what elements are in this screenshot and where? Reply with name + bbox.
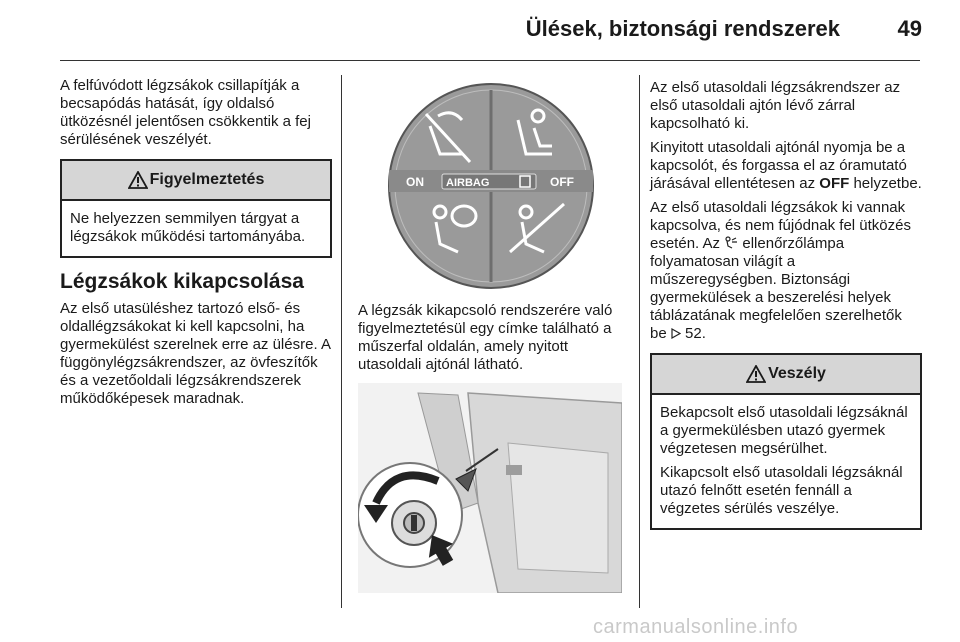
column-divider-right [639,75,640,608]
section-heading: Légzsákok kikapcsolása [60,270,304,293]
paragraph-3: Az első utasoldali légzsákok ki vannak kapcsolva, és nem fújódnak fel ütközés esetén. Az ellenőrzőlámpa folyamatosan világít a műszeregységben. Biztonsági gyermekülések a beszerelési helyek táblázatának megfelelően szerelhetők be 52. [650,199,911,342]
warning-triangle-icon [128,171,148,189]
paragraph-2: Kinyitott utasoldali ajtónál nyomja be a kapcsolót, és forgassa el az óramutató járásával ellentétesen az OFF helyzetbe. [650,139,922,192]
reference-arrow-icon [671,328,681,339]
danger-text-2: Kikapcsolt első utasoldali légzsáknál utazó felnőtt esetén fennáll a végzetes sérülés veszélye. [660,464,903,517]
danger-box [650,353,922,530]
page-reference: 52. [685,325,706,342]
door-switch-figure [358,383,622,593]
danger-title: Veszély [768,365,826,382]
page-header [0,0,960,60]
warning-title: Figyelmeztetés [149,171,265,188]
airbag-label-figure [360,76,622,296]
danger-box-header [652,355,920,395]
column-left [60,77,332,414]
label-off: OFF [550,175,574,189]
header-rule [60,60,920,61]
label-airbag: AIRBAG [446,177,490,189]
page-title: Ülések, biztonsági rendszerek [525,16,840,41]
intro-paragraph: A felfúvódott légzsákok csillapítják a becsapódás hatását, így oldalsó ütközésnél jelentősen csökkentik a fej sérülésének veszélyét. [60,77,311,148]
paragraph-1: Az első utasoldali légzsákrendszer az első utasoldali ajtón lévő zárral kapcsolható ki. [650,79,901,132]
column-right [650,79,922,530]
airbag-off-indicator-icon [724,236,738,250]
column-divider-left [341,75,342,608]
danger-text-1: Bekapcsolt első utasoldali légzsáknál a gyermekülésben utazó gyermek végzetesen megsérülhet. [660,404,908,457]
watermark: carmanualsonline.info [593,616,799,638]
figure-caption: A légzsák kikapcsoló rendszerére való figyelmeztetésül egy címke található a műszerfal oldalán, amely nyitott utasoldali ajtónál látható. [358,302,613,373]
off-label: OFF [819,175,850,192]
warning-box-header [62,161,330,201]
label-on: ON [406,175,424,189]
warning-triangle-icon [746,365,766,383]
warning-text: Ne helyezzen semmilyen tárgyat a légzsákok működési tartományába. [70,210,306,245]
page-number: 49 [897,16,922,41]
section-body: Az első utasüléshez tartozó első- és oldallégzsákokat ki kell kapcsolni, ha gyermekülést szerelnek erre az ülésre. A függönylégzsákrendszer, az övfeszítők és a vezetőoldali légzsákrendszerek működőképesek maradnak. [60,300,331,407]
warning-box [60,159,332,258]
